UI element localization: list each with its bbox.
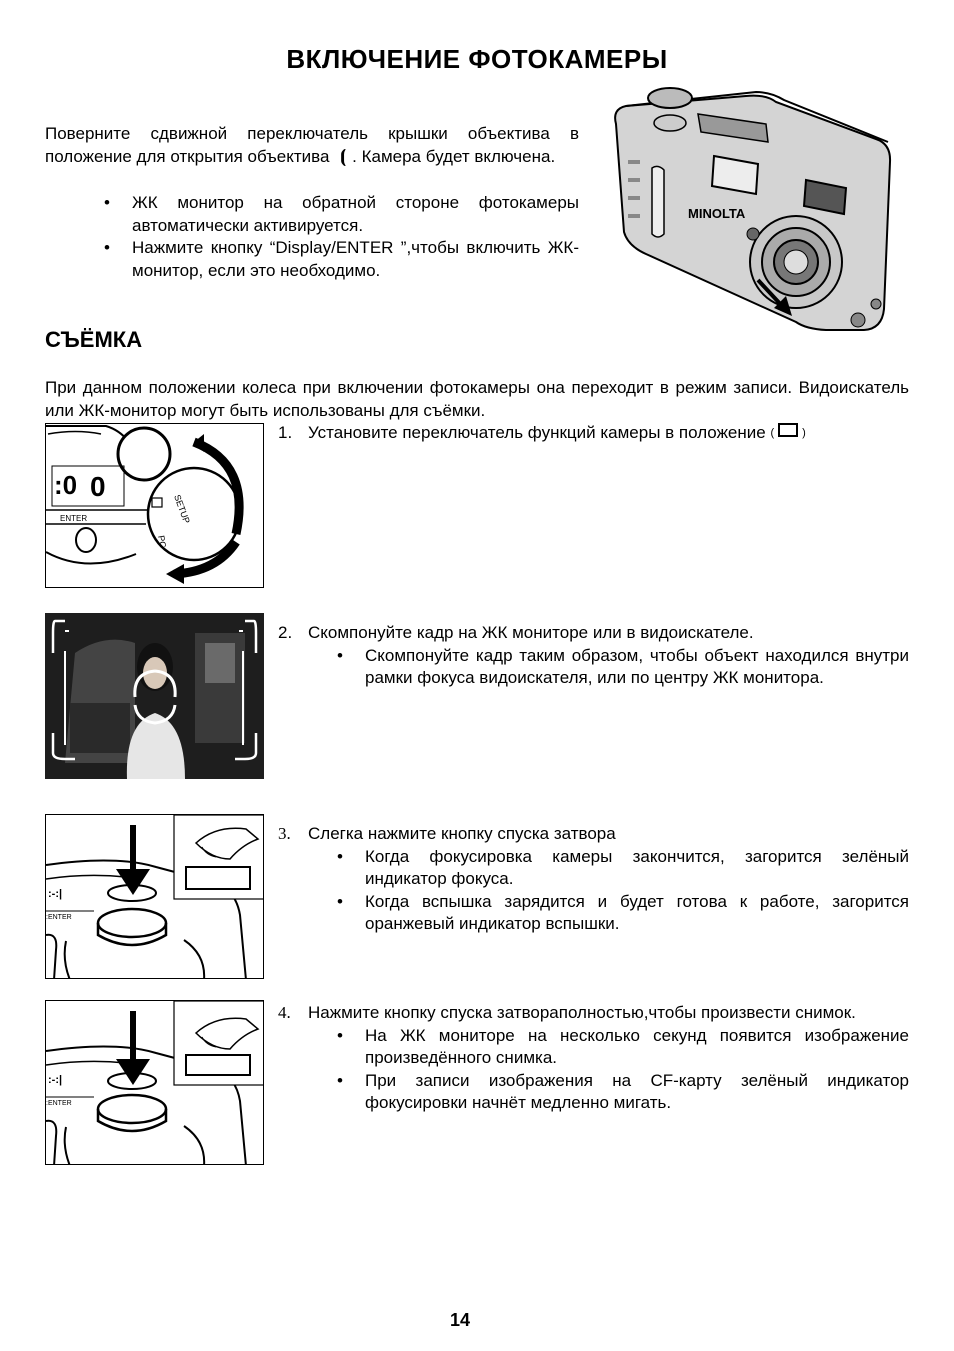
step-number: 1. — [278, 423, 293, 442]
shooting-intro: При данном положении колеса при включении фотокамеры она переходит в режим записи. Видоискатель или ЖК-монитор могут быть использованы для съёмки. — [45, 378, 909, 420]
enter-label: ENTER — [60, 514, 88, 523]
bullet-icon: • — [104, 193, 110, 212]
svg-text::0: :0 — [54, 470, 78, 500]
bullet-icon: • — [337, 891, 343, 911]
list-item: • Нажмите кнопку “Display/ENTER ”,чтобы включить ЖК-монитор, если это необходимо. — [104, 238, 579, 280]
mode-dial-figure — [45, 423, 264, 588]
power-on-intro — [45, 123, 579, 168]
svg-text::ENTER: :ENTER — [46, 1100, 72, 1107]
step-bullets — [278, 846, 909, 936]
step-text: Нажмите кнопку спуска затвораполностью,чтобы произвести снимок. — [308, 1003, 856, 1022]
step-bullets — [278, 1025, 909, 1115]
power-on-intro-text-2: . Камера будет включена. — [352, 146, 556, 166]
step-text: Установите переключатель функций камеры в положение — [308, 423, 766, 442]
half-press-shutter-figure — [45, 814, 264, 979]
list-item: • При записи изображения на CF-карту зелёный индикатор фокусировки начнёт медленно мигать. — [337, 1070, 909, 1112]
lcd-preview-photo — [45, 613, 264, 779]
camera-brand-label: MINOLTA — [688, 206, 746, 221]
step-number: 2. — [278, 623, 293, 642]
step-4 — [278, 1002, 909, 1115]
bullet-icon: • — [104, 238, 110, 257]
svg-text:0: 0 — [90, 471, 106, 502]
step-3 — [278, 823, 909, 936]
camera-illustration — [606, 84, 896, 336]
list-item: • Когда вспышка зарядится и будет готова к работе, загорится оранжевый индикатор вспышки. — [337, 891, 909, 933]
bullet-icon: • — [337, 645, 343, 665]
bullet-icon: • — [337, 846, 343, 866]
recording-mode-icon — [778, 423, 798, 437]
step-bullets — [278, 645, 909, 690]
step-number: 3. — [278, 824, 291, 843]
svg-text::ENTER: :ENTER — [46, 914, 72, 921]
list-item: • Когда фокусировка камеры закончится, загорится зелёный индикатор фокуса. — [337, 846, 909, 888]
bullet-icon: • — [337, 1025, 343, 1045]
svg-text::‑:|: :‑:| — [48, 1074, 63, 1086]
step-number: 4. — [278, 1003, 291, 1022]
list-item: • ЖК монитор на обратной стороне фотокамеры автоматически активируется. — [104, 193, 579, 235]
list-item: • На ЖК мониторе на несколько секунд появится изображение произведённого снимка. — [337, 1025, 909, 1067]
list-item: • Скомпонуйте кадр таким образом, чтобы объект находился внутри рамки фокуса видоискателя, или по центру ЖК монитора. — [337, 645, 909, 687]
dial-pc-label: PC — [156, 534, 169, 549]
page-title: ВКЛЮЧЕНИЕ ФОТОКАМЕРЫ — [286, 44, 668, 74]
power-on-bullets — [104, 192, 579, 282]
section-heading-shooting: СЪЁМКА — [45, 327, 143, 352]
bullet-icon: • — [337, 1070, 343, 1090]
step-1: 1. Установите переключатель функций камеры в положение ( ) — [278, 422, 909, 445]
page-number: 14 — [449, 1310, 471, 1330]
full-press-shutter-figure — [45, 1000, 264, 1165]
power-on-intro-text: Поверните сдвижной переключатель крышки объектива в положение для открытия объектива — [45, 124, 579, 166]
dial-setup-label: SETUP — [172, 493, 192, 525]
camera-drawing — [606, 84, 896, 336]
svg-text::‑:|: :‑:| — [48, 888, 63, 900]
step-text: Скомпонуйте кадр на ЖК мониторе или в видоискателе. — [308, 623, 754, 642]
step-text: Слегка нажмите кнопку спуска затвора — [308, 824, 616, 843]
step-2 — [278, 622, 909, 690]
lens-open-icon: ⦗ — [340, 146, 346, 166]
